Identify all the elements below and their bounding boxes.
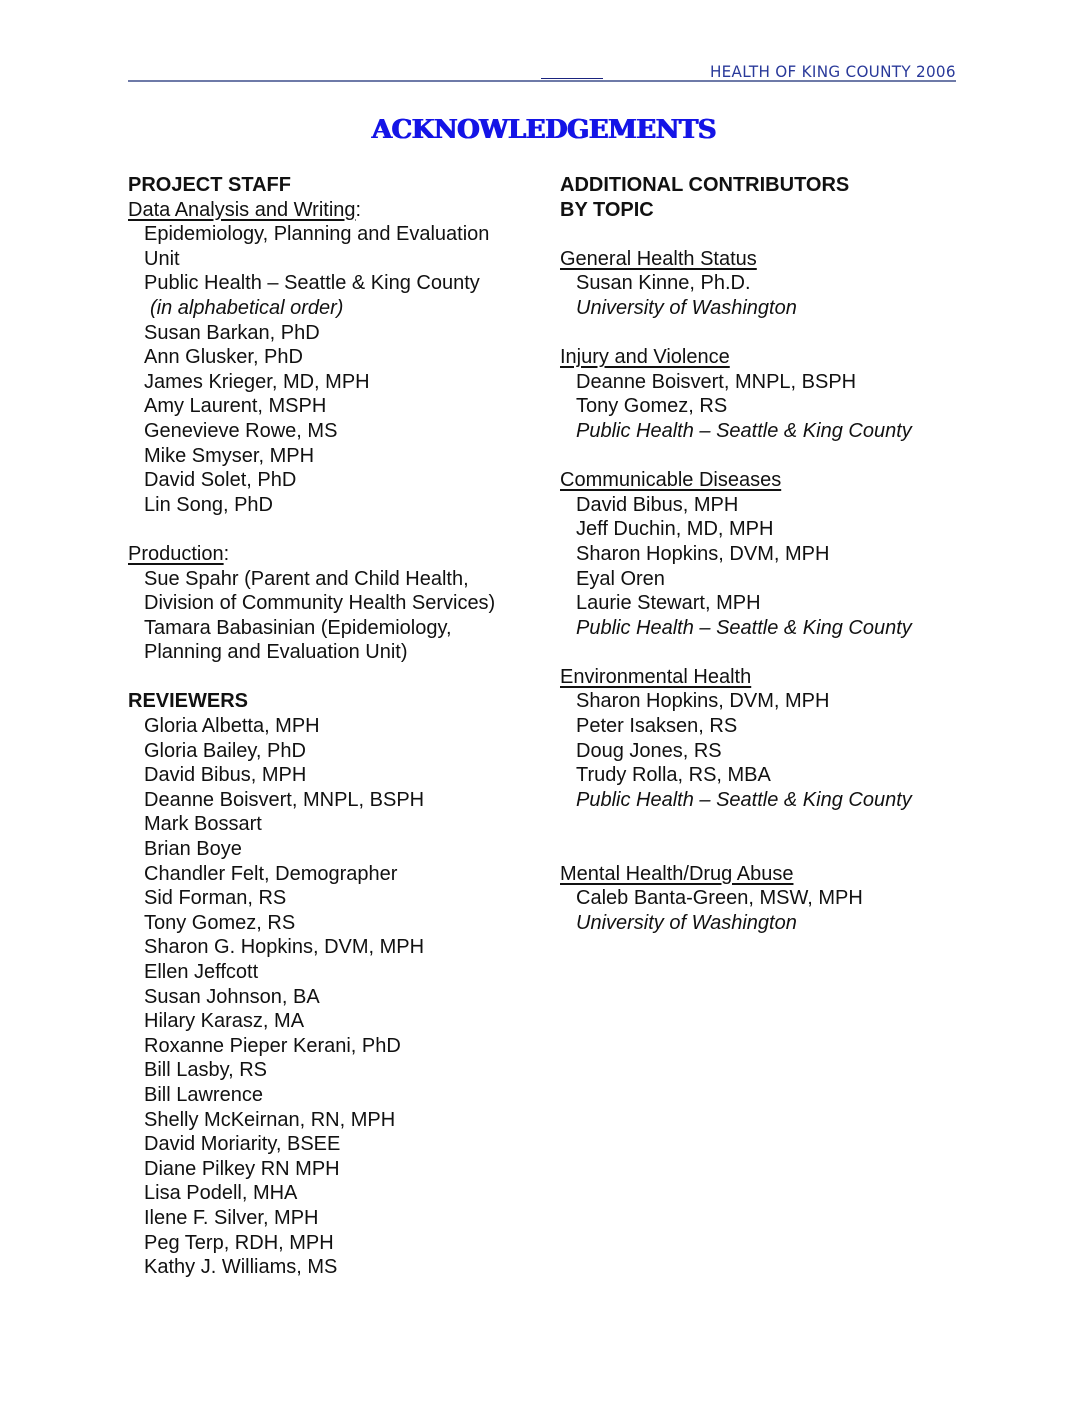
- spacer: [128, 665, 538, 690]
- reviewer-name: Mark Bossart: [144, 813, 262, 836]
- production-line: Planning and Evaluation Unit): [144, 641, 408, 664]
- spacer: [560, 222, 980, 247]
- reviewer-name: Roxanne Pieper Kerani, PhD: [144, 1034, 401, 1057]
- topic-mental-health: [560, 862, 980, 936]
- reviewer-name: David Moriarity, BSEE: [144, 1133, 341, 1156]
- production-label-line: [128, 542, 538, 567]
- contributor-name: Deanne Boisvert, MNPL, BSPH: [576, 370, 857, 393]
- reviewer-name: Hilary Karasz, MA: [144, 1010, 305, 1033]
- staff-name: Lin Song, PhD: [144, 493, 273, 516]
- contributor-name: Peter Isaksen, RS: [576, 715, 738, 738]
- data-analysis-label: Data Analysis and Writing: [128, 198, 356, 221]
- spacer: [560, 321, 980, 346]
- spacer: [128, 517, 538, 542]
- contributor-name: Tony Gomez, RS: [576, 395, 728, 418]
- data-analysis-colon: :: [355, 198, 362, 221]
- production-line: Division of Community Health Services): [144, 592, 496, 615]
- reviewer-name: Shelly McKeirnan, RN, MPH: [144, 1108, 396, 1131]
- header-dash: [541, 78, 603, 79]
- topic-affiliation: Public Health – Seattle & King County: [576, 419, 912, 442]
- project-staff-heading: PROJECT STAFF: [128, 174, 291, 196]
- staff-name: James Krieger, MD, MPH: [144, 370, 370, 393]
- reviewers-heading: REVIEWERS: [128, 690, 249, 713]
- topic-affiliation: Public Health – Seattle & King County: [576, 616, 912, 639]
- unit-line-1: Epidemiology, Planning and Evaluation: [144, 223, 490, 246]
- reviewer-name: Chandler Felt, Demographer: [144, 862, 398, 885]
- topic-label: Mental Health/Drug Abuse: [560, 862, 794, 885]
- reviewer-name: Gloria Albetta, MPH: [144, 715, 320, 738]
- reviewer-name: Diane Pilkey RN MPH: [144, 1157, 340, 1180]
- staff-name: David Solet, PhD: [144, 469, 297, 492]
- reviewer-name: Peg Terp, RDH, MPH: [144, 1231, 334, 1254]
- page-title: ACKNOWLEDGEMENTS: [371, 115, 717, 145]
- reviewer-name: Gloria Bailey, PhD: [144, 739, 306, 762]
- staff-list: [128, 321, 538, 518]
- topic-communicable-diseases: [560, 468, 980, 640]
- contributors-heading-line1: ADDITIONAL CONTRIBUTORS: [560, 174, 850, 196]
- staff-name: Mike Smyser, MPH: [144, 444, 315, 467]
- production-label: Production: [128, 542, 224, 565]
- org-line: Public Health – Seattle & King County: [144, 272, 480, 295]
- reviewer-name: Susan Johnson, BA: [144, 985, 320, 1008]
- contributor-name: Jeff Duchin, MD, MPH: [576, 518, 774, 541]
- topic-label: Injury and Violence: [560, 346, 730, 369]
- production-line: Tamara Babasinian (Epidemiology,: [144, 616, 452, 639]
- topic-injury-violence: [560, 345, 980, 443]
- contributors-heading-line2: BY TOPIC: [560, 198, 654, 221]
- note-text: (in alphabetical order): [150, 296, 344, 319]
- contributor-name: Trudy Rolla, RS, MBA: [576, 764, 771, 787]
- topic-label: Environmental Health: [560, 665, 752, 688]
- data-analysis-label-line: [128, 198, 538, 223]
- contributor-name: Caleb Banta-Green, MSW, MPH: [576, 887, 863, 910]
- contributor-name: Susan Kinne, Ph.D.: [576, 272, 751, 295]
- reviewer-name: Brian Boye: [144, 838, 242, 861]
- production-line: Sue Spahr (Parent and Child Health,: [144, 567, 469, 590]
- reviewer-name: David Bibus, MPH: [144, 764, 307, 787]
- topic-affiliation: Public Health – Seattle & King County: [576, 788, 912, 811]
- staff-name: Amy Laurent, MSPH: [144, 395, 327, 418]
- reviewer-name: Bill Lawrence: [144, 1083, 263, 1106]
- spacer: [560, 444, 980, 469]
- reviewer-name: Kathy J. Williams, MS: [144, 1256, 338, 1279]
- reviewer-name: Tony Gomez, RS: [144, 911, 296, 934]
- right-column: [560, 173, 980, 935]
- alphabetical-note: [128, 296, 538, 321]
- reviewer-name: Sharon G. Hopkins, DVM, MPH: [144, 936, 425, 959]
- reviewer-name: Bill Lasby, RS: [144, 1059, 268, 1082]
- reviewer-name: Deanne Boisvert, MNPL, BSPH: [144, 788, 425, 811]
- contributor-name: Doug Jones, RS: [576, 739, 722, 762]
- unit-line-2: Unit: [144, 247, 180, 270]
- reviewer-name: Sid Forman, RS: [144, 887, 287, 910]
- staff-name: Ann Glusker, PhD: [144, 346, 303, 369]
- production-colon: :: [223, 542, 230, 565]
- topic-affiliation: University of Washington: [576, 911, 797, 934]
- staff-name: Susan Barkan, PhD: [144, 321, 320, 344]
- contributor-name: David Bibus, MPH: [576, 493, 739, 516]
- left-column: [128, 173, 538, 1280]
- staff-name: Genevieve Rowe, MS: [144, 419, 338, 442]
- topic-environmental-health: [560, 665, 980, 813]
- contributor-name: Sharon Hopkins, DVM, MPH: [576, 690, 830, 713]
- spacer: [560, 640, 980, 665]
- contributor-name: Eyal Oren: [576, 567, 665, 590]
- topic-general-health: [560, 247, 980, 321]
- topic-label: General Health Status: [560, 247, 757, 270]
- reviewers-list: [128, 714, 538, 1280]
- contributor-name: Laurie Stewart, MPH: [576, 592, 761, 615]
- reviewer-name: Lisa Podell, MHA: [144, 1182, 298, 1205]
- running-title: HEALTH OF KING COUNTY 2006: [710, 62, 956, 81]
- reviewer-name: Ellen Jeffcott: [144, 961, 259, 983]
- contributor-name: Sharon Hopkins, DVM, MPH: [576, 542, 830, 565]
- spacer: [560, 812, 980, 861]
- topic-label: Communicable Diseases: [560, 469, 782, 492]
- topic-affiliation: University of Washington: [576, 296, 797, 319]
- reviewer-name: Ilene F. Silver, MPH: [144, 1206, 319, 1229]
